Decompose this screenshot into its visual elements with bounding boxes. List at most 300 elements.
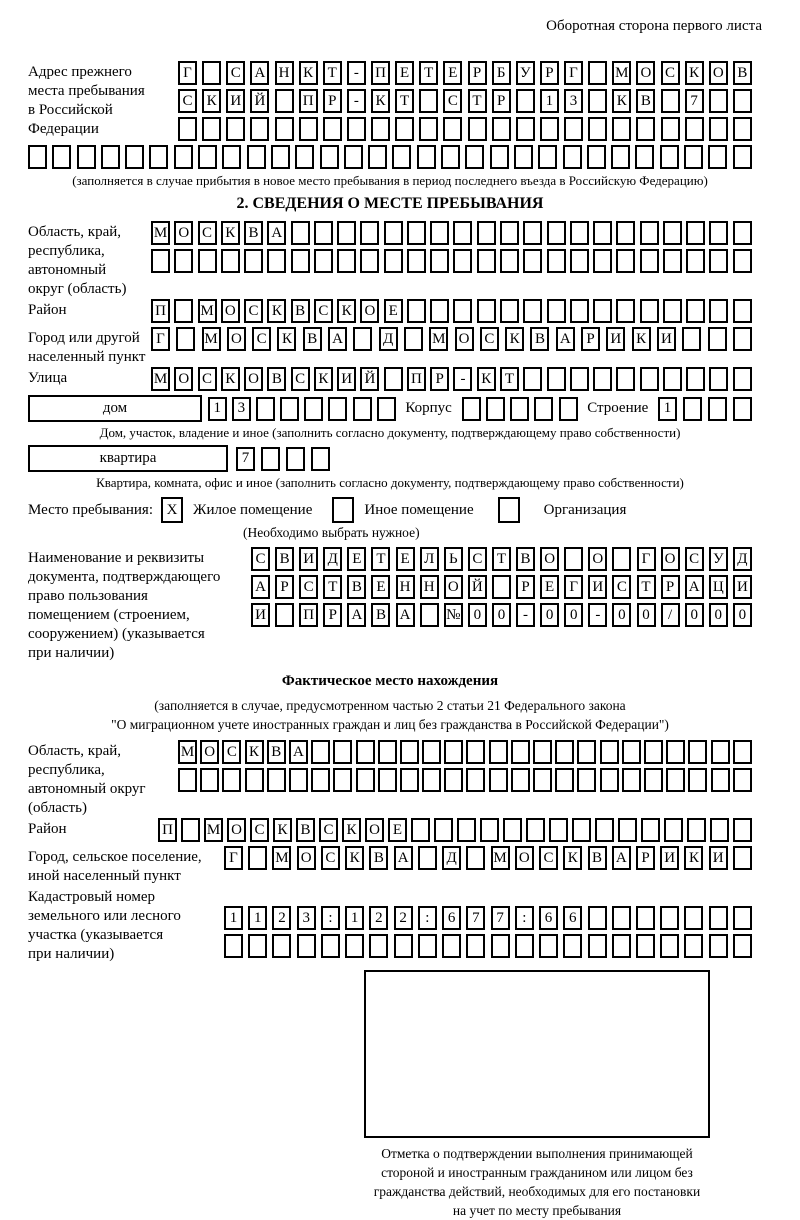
char-cell[interactable]: Р [540, 61, 559, 85]
char-cell[interactable]: П [407, 367, 426, 391]
char-cell[interactable]: Е [388, 818, 407, 842]
char-cell[interactable] [540, 117, 559, 141]
char-cell[interactable] [261, 447, 280, 471]
char-cell[interactable] [588, 89, 607, 113]
char-cell[interactable] [178, 117, 197, 141]
char-cell[interactable]: В [636, 89, 655, 113]
char-cell[interactable] [523, 299, 542, 323]
char-cell[interactable] [477, 221, 496, 245]
char-cell[interactable]: 0 [637, 603, 656, 627]
char-cell[interactable] [198, 249, 217, 273]
char-cell[interactable] [224, 934, 243, 958]
char-cell[interactable] [489, 740, 508, 764]
char-cell[interactable] [486, 397, 505, 421]
char-cell[interactable] [611, 145, 630, 169]
char-cell[interactable] [709, 934, 728, 958]
char-cell[interactable]: 2 [272, 906, 291, 930]
char-cell[interactable] [407, 249, 426, 273]
char-cell[interactable]: К [277, 327, 296, 351]
char-cell[interactable] [400, 768, 419, 792]
char-cell[interactable]: 1 [540, 89, 559, 113]
char-cell[interactable] [395, 117, 414, 141]
char-cell[interactable] [708, 397, 727, 421]
char-cell[interactable]: К [685, 61, 704, 85]
char-cell[interactable] [612, 547, 631, 571]
char-cell[interactable] [733, 89, 752, 113]
char-cell[interactable]: С [319, 818, 338, 842]
char-cell[interactable]: О [365, 818, 384, 842]
char-cell[interactable] [523, 221, 542, 245]
char-cell[interactable]: Г [637, 547, 656, 571]
char-cell[interactable] [295, 145, 314, 169]
char-cell[interactable] [347, 117, 366, 141]
char-cell[interactable]: В [733, 61, 752, 85]
char-cell[interactable] [564, 547, 583, 571]
char-cell[interactable] [563, 145, 582, 169]
char-cell[interactable]: Т [468, 89, 487, 113]
char-cell[interactable]: М [491, 846, 510, 870]
char-cell[interactable] [684, 934, 703, 958]
char-cell[interactable] [480, 818, 499, 842]
char-cell[interactable]: О [709, 61, 728, 85]
char-cell[interactable] [660, 906, 679, 930]
char-cell[interactable]: О [297, 846, 316, 870]
char-cell[interactable] [640, 249, 659, 273]
char-cell[interactable]: Г [178, 61, 197, 85]
char-cell[interactable] [523, 367, 542, 391]
char-cell[interactable]: О [636, 61, 655, 85]
char-cell[interactable] [465, 145, 484, 169]
char-cell[interactable] [516, 117, 535, 141]
char-cell[interactable]: Р [323, 89, 342, 113]
char-cell[interactable] [304, 397, 323, 421]
char-cell[interactable] [572, 818, 591, 842]
char-cell[interactable]: В [244, 221, 263, 245]
char-cell[interactable] [441, 145, 460, 169]
char-cell[interactable] [510, 397, 529, 421]
char-cell[interactable] [378, 740, 397, 764]
char-cell[interactable] [444, 768, 463, 792]
char-cell[interactable]: - [347, 61, 366, 85]
char-cell[interactable]: / [661, 603, 680, 627]
char-cell[interactable] [636, 117, 655, 141]
char-cell[interactable] [52, 145, 71, 169]
char-cell[interactable] [660, 934, 679, 958]
char-cell[interactable]: И [657, 327, 676, 351]
char-cell[interactable]: Т [371, 547, 390, 571]
char-cell[interactable] [468, 117, 487, 141]
char-cell[interactable]: : [418, 906, 437, 930]
char-cell[interactable] [612, 117, 631, 141]
char-cell[interactable] [353, 327, 372, 351]
char-cell[interactable]: Е [347, 547, 366, 571]
char-cell[interactable]: : [515, 906, 534, 930]
char-cell[interactable] [500, 249, 519, 273]
char-cell[interactable] [311, 768, 330, 792]
char-cell[interactable]: В [369, 846, 388, 870]
char-cell[interactable] [453, 299, 472, 323]
char-cell[interactable] [616, 221, 635, 245]
char-cell[interactable] [663, 367, 682, 391]
char-cell[interactable] [286, 447, 305, 471]
char-cell[interactable]: М [204, 818, 223, 842]
char-cell[interactable]: К [337, 299, 356, 323]
char-cell[interactable]: М [202, 327, 221, 351]
char-cell[interactable] [245, 768, 264, 792]
char-cell[interactable] [688, 740, 707, 764]
char-cell[interactable] [430, 249, 449, 273]
char-cell[interactable]: 0 [612, 603, 631, 627]
char-cell[interactable]: П [299, 89, 318, 113]
char-cell[interactable]: С [480, 327, 499, 351]
char-cell[interactable] [320, 145, 339, 169]
char-cell[interactable] [492, 117, 511, 141]
char-cell[interactable]: В [347, 575, 366, 599]
char-cell[interactable] [547, 367, 566, 391]
char-cell[interactable]: Е [384, 299, 403, 323]
char-cell[interactable] [515, 934, 534, 958]
char-cell[interactable]: Т [500, 367, 519, 391]
char-cell[interactable]: О [227, 327, 246, 351]
char-cell[interactable] [356, 768, 375, 792]
char-cell[interactable]: 6 [442, 906, 461, 930]
char-cell[interactable] [369, 934, 388, 958]
char-cell[interactable]: Й [250, 89, 269, 113]
char-cell[interactable] [477, 299, 496, 323]
char-cell[interactable] [709, 249, 728, 273]
char-cell[interactable] [682, 327, 701, 351]
char-cell[interactable]: О [540, 547, 559, 571]
char-cell[interactable]: Е [443, 61, 462, 85]
char-cell[interactable] [686, 299, 705, 323]
char-cell[interactable]: Г [564, 61, 583, 85]
char-cell[interactable] [593, 249, 612, 273]
char-cell[interactable] [516, 89, 535, 113]
char-cell[interactable]: П [158, 818, 177, 842]
char-cell[interactable] [477, 249, 496, 273]
char-cell[interactable]: К [632, 327, 651, 351]
char-cell[interactable] [511, 740, 530, 764]
char-cell[interactable]: 3 [297, 906, 316, 930]
char-cell[interactable] [666, 740, 685, 764]
char-cell[interactable] [404, 327, 423, 351]
char-cell[interactable] [275, 89, 294, 113]
char-cell[interactable] [616, 249, 635, 273]
char-cell[interactable]: В [291, 299, 310, 323]
char-cell[interactable]: 0 [540, 603, 559, 627]
char-cell[interactable] [708, 327, 727, 351]
char-cell[interactable] [710, 818, 729, 842]
char-cell[interactable]: Р [492, 89, 511, 113]
char-cell[interactable]: В [371, 603, 390, 627]
char-cell[interactable]: Д [323, 547, 342, 571]
char-cell[interactable] [684, 906, 703, 930]
char-cell[interactable]: Р [275, 575, 294, 599]
char-cell[interactable]: К [221, 221, 240, 245]
confirmation-stamp-box[interactable] [364, 970, 710, 1138]
char-cell[interactable] [299, 117, 318, 141]
char-cell[interactable] [538, 145, 557, 169]
char-cell[interactable] [400, 740, 419, 764]
char-cell[interactable] [394, 934, 413, 958]
char-cell[interactable]: Р [661, 575, 680, 599]
char-cell[interactable] [577, 740, 596, 764]
char-cell[interactable]: Р [430, 367, 449, 391]
char-cell[interactable] [466, 846, 485, 870]
char-cell[interactable] [733, 327, 752, 351]
char-cell[interactable] [622, 768, 641, 792]
char-cell[interactable]: А [289, 740, 308, 764]
char-cell[interactable] [523, 249, 542, 273]
char-cell[interactable] [547, 249, 566, 273]
char-cell[interactable] [272, 934, 291, 958]
char-cell[interactable] [181, 818, 200, 842]
char-cell[interactable] [593, 299, 612, 323]
char-cell[interactable] [418, 934, 437, 958]
char-cell[interactable] [462, 397, 481, 421]
char-cell[interactable] [616, 367, 635, 391]
char-cell[interactable]: К [371, 89, 390, 113]
char-cell[interactable] [378, 768, 397, 792]
char-cell[interactable] [267, 768, 286, 792]
char-cell[interactable]: Н [275, 61, 294, 85]
char-cell[interactable] [641, 818, 660, 842]
char-cell[interactable] [311, 740, 330, 764]
char-cell[interactable] [616, 299, 635, 323]
char-cell[interactable]: 0 [733, 603, 752, 627]
char-cell[interactable] [466, 934, 485, 958]
char-cell[interactable]: С [685, 547, 704, 571]
char-cell[interactable]: Ц [709, 575, 728, 599]
char-cell[interactable] [392, 145, 411, 169]
char-cell[interactable] [291, 249, 310, 273]
char-cell[interactable] [453, 249, 472, 273]
char-cell[interactable] [384, 249, 403, 273]
house-type-box[interactable]: дом [28, 395, 202, 422]
char-cell[interactable] [174, 145, 193, 169]
char-cell[interactable]: № [444, 603, 463, 627]
char-cell[interactable] [636, 934, 655, 958]
char-cell[interactable] [151, 249, 170, 273]
char-cell[interactable]: В [275, 547, 294, 571]
char-cell[interactable] [490, 145, 509, 169]
char-cell[interactable] [733, 906, 752, 930]
char-cell[interactable] [457, 818, 476, 842]
char-cell[interactable] [686, 221, 705, 245]
char-cell[interactable] [709, 906, 728, 930]
char-cell[interactable] [368, 145, 387, 169]
char-cell[interactable]: О [515, 846, 534, 870]
char-cell[interactable] [664, 818, 683, 842]
char-cell[interactable]: 3 [232, 397, 251, 421]
char-cell[interactable] [222, 145, 241, 169]
char-cell[interactable] [685, 117, 704, 141]
char-cell[interactable]: 2 [369, 906, 388, 930]
char-cell[interactable]: 7 [685, 89, 704, 113]
organization-checkbox[interactable] [498, 497, 520, 523]
char-cell[interactable]: 0 [468, 603, 487, 627]
char-cell[interactable]: С [222, 740, 241, 764]
char-cell[interactable]: Р [636, 846, 655, 870]
char-cell[interactable]: М [612, 61, 631, 85]
char-cell[interactable]: В [516, 547, 535, 571]
char-cell[interactable]: К [505, 327, 524, 351]
char-cell[interactable] [570, 299, 589, 323]
char-cell[interactable]: Д [442, 846, 461, 870]
char-cell[interactable] [384, 367, 403, 391]
char-cell[interactable] [709, 299, 728, 323]
char-cell[interactable] [430, 221, 449, 245]
char-cell[interactable] [407, 221, 426, 245]
char-cell[interactable] [600, 768, 619, 792]
char-cell[interactable] [595, 818, 614, 842]
char-cell[interactable]: И [588, 575, 607, 599]
char-cell[interactable] [570, 249, 589, 273]
char-cell[interactable] [733, 846, 752, 870]
char-cell[interactable]: К [314, 367, 333, 391]
char-cell[interactable]: Л [420, 547, 439, 571]
char-cell[interactable] [28, 145, 47, 169]
char-cell[interactable]: П [151, 299, 170, 323]
char-cell[interactable] [709, 117, 728, 141]
char-cell[interactable] [687, 818, 706, 842]
char-cell[interactable]: Т [323, 575, 342, 599]
char-cell[interactable]: К [684, 846, 703, 870]
char-cell[interactable]: И [606, 327, 625, 351]
char-cell[interactable]: С [291, 367, 310, 391]
char-cell[interactable]: А [251, 575, 270, 599]
char-cell[interactable] [661, 117, 680, 141]
char-cell[interactable]: 1 [658, 397, 677, 421]
char-cell[interactable]: С [198, 367, 217, 391]
char-cell[interactable]: С [244, 299, 263, 323]
char-cell[interactable] [618, 818, 637, 842]
char-cell[interactable]: Г [151, 327, 170, 351]
char-cell[interactable]: К [245, 740, 264, 764]
char-cell[interactable] [333, 768, 352, 792]
char-cell[interactable] [593, 367, 612, 391]
char-cell[interactable]: 1 [248, 906, 267, 930]
char-cell[interactable]: П [371, 61, 390, 85]
char-cell[interactable]: С [250, 818, 269, 842]
char-cell[interactable]: О [588, 547, 607, 571]
char-cell[interactable]: С [299, 575, 318, 599]
char-cell[interactable] [360, 221, 379, 245]
char-cell[interactable]: 3 [564, 89, 583, 113]
char-cell[interactable]: А [250, 61, 269, 85]
char-cell[interactable]: 2 [394, 906, 413, 930]
char-cell[interactable]: А [556, 327, 575, 351]
char-cell[interactable]: В [296, 818, 315, 842]
char-cell[interactable] [612, 934, 631, 958]
char-cell[interactable] [733, 117, 752, 141]
char-cell[interactable] [660, 145, 679, 169]
char-cell[interactable] [321, 934, 340, 958]
char-cell[interactable] [222, 768, 241, 792]
char-cell[interactable]: К [267, 299, 286, 323]
char-cell[interactable] [297, 934, 316, 958]
char-cell[interactable] [434, 818, 453, 842]
char-cell[interactable] [555, 740, 574, 764]
char-cell[interactable]: Й [468, 575, 487, 599]
char-cell[interactable]: 0 [492, 603, 511, 627]
char-cell[interactable]: : [321, 906, 340, 930]
char-cell[interactable]: А [328, 327, 347, 351]
char-cell[interactable]: Р [323, 603, 342, 627]
char-cell[interactable]: В [303, 327, 322, 351]
char-cell[interactable]: О [200, 740, 219, 764]
char-cell[interactable] [709, 221, 728, 245]
char-cell[interactable] [661, 89, 680, 113]
char-cell[interactable] [709, 89, 728, 113]
char-cell[interactable] [666, 768, 685, 792]
char-cell[interactable] [492, 575, 511, 599]
char-cell[interactable]: 6 [563, 906, 582, 930]
char-cell[interactable] [588, 906, 607, 930]
char-cell[interactable] [444, 740, 463, 764]
char-cell[interactable]: И [337, 367, 356, 391]
char-cell[interactable] [612, 906, 631, 930]
char-cell[interactable] [328, 397, 347, 421]
char-cell[interactable]: А [267, 221, 286, 245]
char-cell[interactable] [174, 299, 193, 323]
char-cell[interactable] [563, 934, 582, 958]
char-cell[interactable] [733, 145, 752, 169]
char-cell[interactable]: Й [360, 367, 379, 391]
char-cell[interactable]: М [151, 367, 170, 391]
char-cell[interactable] [422, 740, 441, 764]
char-cell[interactable]: О [661, 547, 680, 571]
char-cell[interactable]: - [588, 603, 607, 627]
char-cell[interactable] [547, 221, 566, 245]
char-cell[interactable] [733, 768, 752, 792]
char-cell[interactable] [466, 768, 485, 792]
char-cell[interactable] [453, 221, 472, 245]
char-cell[interactable] [709, 367, 728, 391]
char-cell[interactable]: Н [396, 575, 415, 599]
char-cell[interactable]: О [444, 575, 463, 599]
char-cell[interactable]: Т [492, 547, 511, 571]
char-cell[interactable] [587, 145, 606, 169]
char-cell[interactable] [125, 145, 144, 169]
char-cell[interactable]: М [198, 299, 217, 323]
char-cell[interactable]: С [321, 846, 340, 870]
char-cell[interactable]: С [539, 846, 558, 870]
char-cell[interactable] [417, 145, 436, 169]
char-cell[interactable]: 7 [491, 906, 510, 930]
char-cell[interactable]: О [174, 367, 193, 391]
char-cell[interactable]: С [226, 61, 245, 85]
char-cell[interactable] [384, 221, 403, 245]
char-cell[interactable] [635, 145, 654, 169]
char-cell[interactable] [733, 818, 752, 842]
char-cell[interactable]: Е [396, 547, 415, 571]
char-cell[interactable] [221, 249, 240, 273]
char-cell[interactable]: 1 [208, 397, 227, 421]
char-cell[interactable]: П [299, 603, 318, 627]
char-cell[interactable] [708, 145, 727, 169]
char-cell[interactable] [271, 145, 290, 169]
char-cell[interactable]: Д [733, 547, 752, 571]
residential-checkbox[interactable]: X [161, 497, 183, 523]
char-cell[interactable] [101, 145, 120, 169]
char-cell[interactable]: С [612, 575, 631, 599]
char-cell[interactable] [419, 89, 438, 113]
char-cell[interactable]: К [202, 89, 221, 113]
char-cell[interactable]: Р [468, 61, 487, 85]
char-cell[interactable] [430, 299, 449, 323]
char-cell[interactable] [419, 117, 438, 141]
